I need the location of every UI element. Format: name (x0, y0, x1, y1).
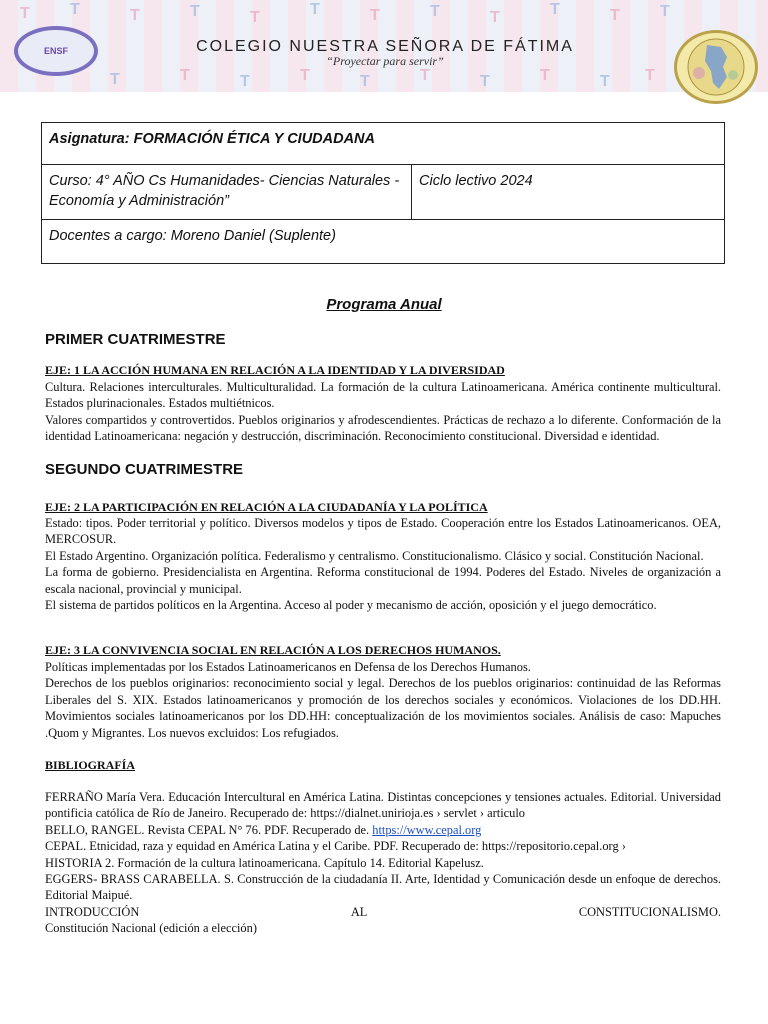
svg-text:T: T (540, 67, 550, 84)
svg-text:T: T (70, 1, 80, 18)
svg-text:T: T (610, 7, 620, 24)
school-logo-left (14, 26, 98, 76)
bibliography-entry: Constitución Nacional (edición a elección) (45, 921, 257, 936)
asignatura-cell (42, 123, 725, 165)
svg-text:T: T (110, 71, 120, 88)
program-title: Programa Anual (326, 296, 442, 313)
bibliography-entry: HISTORIA 2. Formación de la cultura latinoamericana. Capítulo 14. Editorial Kapelusz. (45, 855, 484, 870)
svg-text:T: T (430, 3, 440, 20)
svg-text:T: T (370, 7, 380, 24)
eje-1-content (45, 379, 721, 445)
cepal-link[interactable]: https://www.cepal.org (372, 822, 482, 837)
svg-text:T: T (180, 67, 190, 84)
eje-3-paragraph: Derechos de los pueblos originarios: reconocimiento social y legal. Derechos de los pueblos originarios: continuidad de las Reformas Liberales del S. XIX. Estados latinoamericanos y promoción de los derechos sociales y económicos. Violaciones de los DD.HH. Movimientos sociales latinoamericanos por los DD.HH: conceptualización de los movimientos sociales. Análisis de caso: Mapuches .Quom y Migrantes. Los nuevos excluidos: Los refugiados. (45, 676, 721, 740)
eje-3-content (45, 659, 721, 741)
svg-text:T: T (250, 9, 260, 26)
docentes-text: Docentes a cargo: Moreno Daniel (Suplente) (49, 228, 336, 244)
section-primer-cuatrimestre: PRIMER CUATRIMESTRE (45, 331, 226, 348)
bibliography-word: CONSTITUCIONALISMO. (578, 904, 721, 919)
svg-text:T: T (20, 5, 30, 22)
eje-2-title: EJE: 2 LA PARTICIPACIÓN EN RELACIÓN A LA CIUDADANÍA Y LA POLÍTICA (45, 500, 488, 514)
bibliography-word: AL (350, 904, 368, 919)
course-info-table (41, 122, 725, 264)
svg-text:T: T (645, 67, 655, 84)
header-banner (0, 0, 768, 92)
svg-text:T: T (240, 73, 250, 90)
asignatura-text: Asignatura: FORMACIÓN ÉTICA Y CIUDADANA (49, 131, 375, 147)
bibliography-title: BIBLIOGRAFÍA (45, 758, 136, 772)
eje-2-paragraph: El sistema de partidos políticos en la Argentina. Acceso al poder y mecanismo de acción, oposición y el juego democrático. (45, 598, 657, 613)
eje-2-paragraph: La forma de gobierno. Presidencialista en Argentina. Reforma constitucional de 1994. Poderes del Estado. Niveles de organización a escala nacional, provincial y municipal. (45, 565, 721, 596)
svg-text:T: T (360, 73, 370, 90)
bibliography-entry: EGGERS- BRASS CARABELLA. S. Construcción de la ciudadanía II. Arte, Identidad y Comunicación desde un enfoque de derechos. Editorial Maipué. (45, 872, 721, 903)
eje-1-paragraph: Cultura. Relaciones interculturales. Multiculturalidad. La formación de la cultura Latinoamericana. América continente multicultural. Estados plurinacionales. Estados multiétnicos. (45, 380, 721, 411)
bibliography-word: INTRODUCCIÓN (45, 904, 140, 919)
bibliography-entry (45, 822, 721, 838)
eje-3-paragraph: Políticas implementadas por los Estados Latinoamericanos en Defensa de los Derechos Humanos. (45, 660, 531, 674)
school-logo-right (674, 30, 758, 104)
svg-text:T: T (190, 3, 200, 20)
eje-2-paragraph: Estado: tipos. Poder territorial y político. Diversos modelos y tipos de Estado. Cooperación entre los Estados Latinoamericanos. OEA, MERCOSUR. (45, 516, 721, 547)
svg-text:T: T (480, 73, 490, 90)
svg-text:T: T (420, 67, 430, 84)
school-motto: “Proyectar para servir” (326, 54, 444, 68)
svg-text:T: T (550, 1, 560, 18)
eje-2-content (45, 515, 721, 613)
bibliography-entry (45, 904, 721, 920)
section-segundo-cuatrimestre: SEGUNDO CUATRIMESTRE (45, 461, 244, 478)
bibliography-entry: FERRAÑO María Vera. Educación Intercultural en América Latina. Distintas concepciones y tensiones actuales. Editorial. Universidad pontificia católica de Río de Janeiro. Recuperado de: https://dialnet.unirioja.es › servlet › articulo (45, 790, 721, 821)
bibliography-entry: CEPAL. Etnicidad, raza y equidad en América Latina y el Caribe. PDF. Recuperado de: https://repositorio.cepal.org › (45, 839, 626, 854)
eje-2-paragraph: El Estado Argentino. Organización política. Federalismo y centralismo. Constitucionalismo. Clásico y social. Constitución Nacional. (45, 548, 704, 563)
svg-text:T: T (300, 67, 310, 84)
ciclo-text: Ciclo lectivo 2024 (419, 173, 533, 189)
map-emblem-icon (677, 33, 758, 104)
svg-text:T: T (660, 3, 670, 20)
svg-text:T: T (130, 7, 140, 24)
svg-text:T: T (490, 9, 500, 26)
logo-left-text: ENSF (43, 46, 68, 56)
svg-text:T: T (600, 73, 610, 90)
bibliography-entry-text: BELLO, RANGEL. Revista CEPAL N° 76. PDF. Recuperado de. (45, 822, 373, 837)
bibliography-list (45, 789, 721, 937)
eje-1-title: EJE: 1 LA ACCIÓN HUMANA EN RELACIÓN A LA IDENTIDAD Y LA DIVERSIDAD (45, 363, 505, 377)
school-name: COLEGIO NUESTRA SEÑORA DE FÁTIMA (196, 38, 574, 55)
svg-text:T: T (310, 1, 320, 18)
eje-1-paragraph: Valores compartidos y controvertidos. Pueblos originarios y afrodescendientes. Prácticas de rechazo a lo diferente. Conformación de la identidad Latinoamericana: negación y destrucción, discriminación. Reconocimiento constitucional. Diversidad e identidad. (45, 412, 721, 444)
curso-cell (42, 165, 412, 220)
curso-text: Curso: 4° AÑO Cs Humanidades- Ciencias Naturales - Economía y Administración” (49, 173, 400, 209)
ciclo-cell (412, 165, 725, 220)
eje-3-title: EJE: 3 LA CONVIVENCIA SOCIAL EN RELACIÓN A LOS DERECHOS HUMANOS. (45, 643, 501, 657)
docentes-cell (42, 220, 725, 264)
